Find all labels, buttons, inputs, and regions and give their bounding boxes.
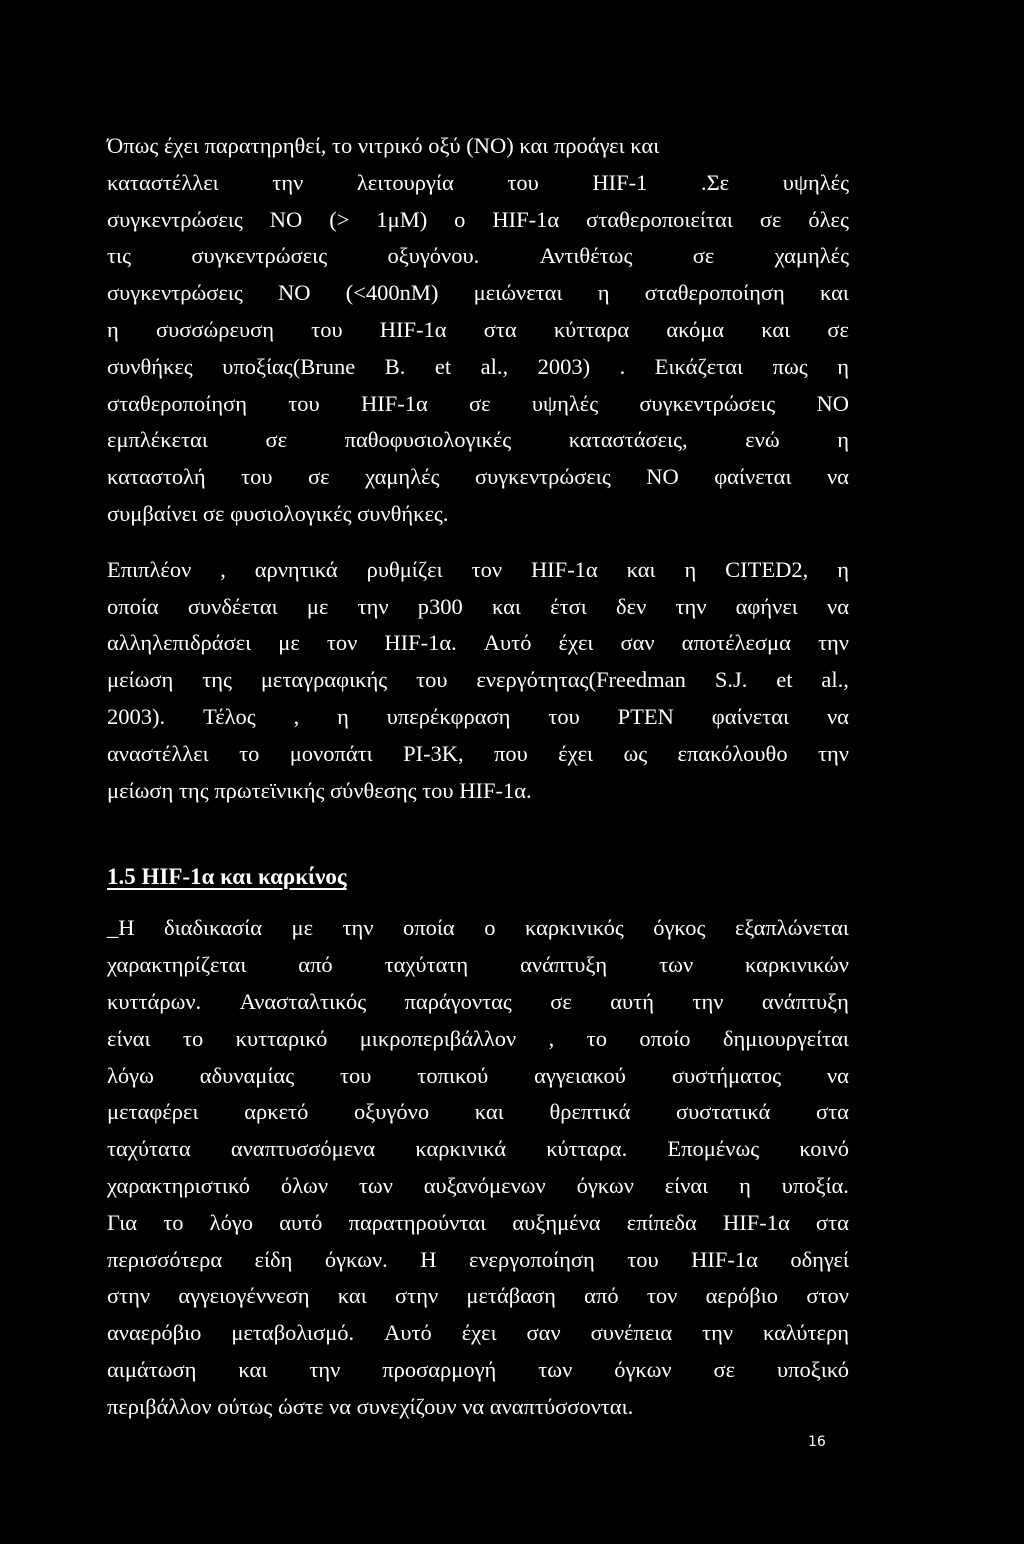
word: κυττάρων. <box>107 988 202 1014</box>
word: Η <box>420 1246 437 1272</box>
word: Επομένως <box>667 1136 760 1162</box>
text-line <box>107 1094 849 1131</box>
word: τον <box>326 630 358 656</box>
word: την <box>357 593 389 619</box>
word: παρατηρούνται <box>348 1209 487 1235</box>
word: CITED2, <box>725 556 809 582</box>
word: δημιουργείται <box>722 1025 849 1051</box>
word: η <box>107 316 119 342</box>
text-line <box>107 947 849 984</box>
word: αδυναμίας <box>199 1062 295 1088</box>
word: Εικάζεται <box>654 353 744 379</box>
text-line <box>107 984 849 1021</box>
word: την <box>272 169 304 195</box>
word: η <box>837 427 849 453</box>
word: υψηλές <box>782 169 849 195</box>
word: του <box>311 316 343 342</box>
word: του <box>627 1246 659 1272</box>
word: ρυθμίζει <box>366 556 443 582</box>
word: αναερόβιο <box>107 1320 202 1346</box>
word: , <box>220 556 226 582</box>
text-line <box>107 625 849 662</box>
word: η <box>739 1172 751 1198</box>
word: ο <box>454 206 466 232</box>
word: το <box>586 1025 607 1051</box>
word: ταχύτατη <box>384 952 469 978</box>
word: όλων <box>280 1172 329 1198</box>
word: κύτταρα. <box>546 1136 628 1162</box>
word: λειτουργία <box>356 169 454 195</box>
word: καταστέλλει <box>107 169 219 195</box>
text-line <box>107 1389 849 1426</box>
word: έχει <box>461 1320 497 1346</box>
word: HIF-1α <box>492 206 560 232</box>
word: B. <box>384 353 406 379</box>
word: Ανασταλτικός <box>239 988 367 1014</box>
word: συγκεντρώσεις <box>474 464 611 490</box>
paragraph-gap <box>107 533 849 552</box>
word: 2003) <box>537 353 591 379</box>
word: αερόβιο <box>705 1283 779 1309</box>
word: όγκων <box>614 1356 672 1382</box>
word: αυτή <box>610 988 654 1014</box>
word: και <box>761 316 791 342</box>
page-number: 16 <box>808 1434 826 1450</box>
word: σε <box>469 390 491 416</box>
text-line <box>107 275 849 312</box>
word: την <box>692 988 724 1014</box>
word: μεταφέρει <box>107 1099 199 1125</box>
word: προσαρμογή <box>382 1356 497 1382</box>
text-line <box>107 773 849 810</box>
word: με <box>278 630 300 656</box>
word: Όπως έχει παρατηρηθεί, το νιτρικό οξύ (ΝΟ) και προάγει και <box>107 133 660 158</box>
word: υποξία. <box>781 1172 849 1198</box>
word: παράγοντας <box>404 988 512 1014</box>
word: την <box>817 740 849 766</box>
word: παθοφυσιολογικές <box>344 427 512 453</box>
word: Αυτό <box>483 630 532 656</box>
word: σε <box>759 206 782 232</box>
word: λόγο <box>209 1209 254 1235</box>
word: με <box>291 915 314 941</box>
word: οποία <box>107 593 159 619</box>
text-line <box>107 1242 849 1279</box>
word: αποτέλεσμα <box>681 630 791 656</box>
paragraph-nitric-oxide <box>107 128 849 533</box>
word: συστατικά <box>676 1099 771 1125</box>
word: αλληλεπιδράσει <box>107 630 252 656</box>
word: ενώ <box>745 427 780 453</box>
word: τον <box>471 556 503 582</box>
word: επίπεδα <box>626 1209 697 1235</box>
word: έτσι <box>550 593 587 619</box>
text-line <box>107 736 849 773</box>
word: εμπλέκεται <box>107 427 208 453</box>
word: υποξίας(Brune <box>222 353 356 379</box>
word: ως <box>623 740 648 766</box>
text-line <box>107 349 849 386</box>
word: του <box>241 464 273 490</box>
word: S.J. <box>714 667 748 693</box>
word: του <box>548 703 580 729</box>
word: της <box>202 667 232 693</box>
word: ΝΟ <box>646 464 679 490</box>
word: το <box>182 1025 204 1051</box>
word: φαίνεται <box>714 464 792 490</box>
word: οδηγεί <box>790 1246 849 1272</box>
word: HIF-1α <box>530 556 598 582</box>
word: ακόμα <box>666 316 725 342</box>
word: του <box>507 169 539 195</box>
word: αγγειακού <box>534 1062 626 1088</box>
word: την <box>309 1356 341 1382</box>
word: μείωση της πρωτεϊνικής σύνθεσης του HIF-1α. <box>107 777 532 803</box>
word: την <box>702 1320 734 1346</box>
word: Αυτό <box>384 1320 432 1346</box>
word: (<400nM) <box>345 280 439 306</box>
word: υψηλές <box>531 390 599 416</box>
word: υποξικό <box>777 1356 849 1382</box>
word: στην <box>395 1283 439 1309</box>
text-line <box>107 1168 849 1205</box>
text-line <box>107 165 849 202</box>
text-line <box>107 1205 849 1242</box>
word: καρκινικών <box>745 952 849 978</box>
word: συνθήκες <box>107 353 193 379</box>
word: καλύτερη <box>762 1320 849 1346</box>
word: , <box>548 1025 555 1051</box>
word: μικροπεριβάλλον <box>359 1025 517 1051</box>
word: τις <box>107 243 132 269</box>
word: είδη <box>254 1246 293 1272</box>
text-line <box>107 312 849 349</box>
word: συνδέεται <box>187 593 278 619</box>
word: αρνητικά <box>254 556 338 582</box>
word: συγκεντρώσεις <box>191 243 328 269</box>
word: αυξημένα <box>512 1209 601 1235</box>
word: και <box>238 1356 268 1382</box>
word: αρκετό <box>244 1099 309 1125</box>
word: al., <box>480 353 509 379</box>
word: HIF-1α <box>722 1209 790 1235</box>
word: PI-3K, <box>403 740 464 766</box>
word: σταθεροποίηση <box>107 390 247 416</box>
word: 1μΜ) <box>376 206 428 232</box>
word: υπερέκφραση <box>386 703 511 729</box>
word: με <box>306 593 329 619</box>
word: σε <box>827 316 849 342</box>
word: αιμάτωση <box>107 1356 197 1382</box>
word: κύτταρα <box>553 316 630 342</box>
word: που <box>494 740 528 766</box>
word: η <box>837 556 849 582</box>
text-line <box>107 422 849 459</box>
word: οποία <box>403 915 455 941</box>
word: ΝΟ <box>269 206 303 232</box>
word: η <box>684 556 697 582</box>
word: συνέπεια <box>590 1320 673 1346</box>
text-line <box>107 238 849 275</box>
word: στα <box>815 1209 849 1235</box>
word: μεταγραφικής <box>260 667 388 693</box>
word: σε <box>550 988 572 1014</box>
paragraph-hif-cancer <box>107 910 849 1425</box>
word: συσσώρευση <box>155 316 274 342</box>
word: _Η <box>107 915 135 941</box>
word: αυτό <box>279 1209 323 1235</box>
word: HIF-1α <box>379 316 447 342</box>
word: Αντιθέτως <box>539 243 633 269</box>
word: εξαπλώνεται <box>734 915 849 941</box>
word: την <box>817 630 849 656</box>
word: του <box>288 390 320 416</box>
word: καταστάσεις, <box>568 427 688 453</box>
word: φαίνεται <box>711 703 790 729</box>
word: HIF-1α. <box>384 630 457 656</box>
word: σταθεροποίηση <box>644 280 785 306</box>
word: μείωση <box>107 667 174 693</box>
word: ενεργότητας(Freedman <box>476 667 686 693</box>
word: αφήνει <box>735 593 798 619</box>
word: μετάβαση <box>466 1283 556 1309</box>
word: των <box>538 1356 573 1382</box>
word: του <box>339 1062 372 1088</box>
word: και <box>819 280 849 306</box>
word: όγκων. <box>324 1246 388 1272</box>
word: των <box>659 952 694 978</box>
word: περισσότερα <box>107 1246 223 1272</box>
word: στα <box>483 316 517 342</box>
word: Για <box>107 1209 138 1235</box>
word: αγγειογέννεση <box>178 1283 310 1309</box>
word: ανάπτυξη <box>761 988 849 1014</box>
word: των <box>358 1172 393 1198</box>
word: είναι <box>107 1025 151 1051</box>
word: . <box>619 353 626 379</box>
text-line <box>107 589 849 626</box>
word: σαν <box>526 1320 561 1346</box>
word: (> <box>329 206 350 232</box>
word: σε <box>265 427 288 453</box>
word: λόγω <box>107 1062 154 1088</box>
word: και <box>474 1099 504 1125</box>
text-line <box>107 1021 849 1058</box>
word: χαρακτηριστικό <box>107 1172 251 1198</box>
text-line <box>107 386 849 423</box>
word: 2003). <box>107 703 166 729</box>
word: το <box>239 740 260 766</box>
word: σταθεροποιείται <box>586 206 733 232</box>
word: από <box>584 1283 619 1309</box>
word: είναι <box>664 1172 709 1198</box>
text-line <box>107 1131 849 1168</box>
word: να <box>827 464 849 490</box>
word: όγκων <box>576 1172 634 1198</box>
text-line <box>107 910 849 947</box>
text-line <box>107 1278 849 1315</box>
word: τον <box>646 1283 678 1309</box>
word: σε <box>713 1356 736 1382</box>
word: αυξανόμενων <box>423 1172 546 1198</box>
word: να <box>827 593 849 619</box>
word: HIF-1α <box>691 1246 758 1272</box>
word: διαδικασία <box>164 915 262 941</box>
word: ο <box>484 915 496 941</box>
word: Επιπλέον <box>107 556 192 582</box>
word: ταχύτατα <box>107 1136 191 1162</box>
word: χαμηλές <box>365 464 440 490</box>
word: συμβαίνει σε φυσιολογικές συνθήκες. <box>107 500 449 526</box>
word: Τέλος <box>203 703 256 729</box>
word: et <box>776 667 793 693</box>
text-line <box>107 459 849 496</box>
word: συγκεντρώσεις <box>639 390 776 416</box>
word: αναστέλλει <box>107 740 209 766</box>
word: μεταβολισμό. <box>231 1320 355 1346</box>
text-line <box>107 202 849 239</box>
word: οποίο <box>639 1025 691 1051</box>
text-line <box>107 128 849 165</box>
text-line <box>107 552 849 589</box>
text-line <box>107 699 849 736</box>
word: η <box>337 703 349 729</box>
word: HIF-1 <box>592 169 648 195</box>
word: έχει <box>558 630 594 656</box>
word: συστήματος <box>671 1062 782 1088</box>
word: του <box>416 667 448 693</box>
word: επακόλουθο <box>677 740 788 766</box>
word: οξυγόνου. <box>387 243 480 269</box>
word: μειώνεται <box>473 280 563 306</box>
text-line <box>107 662 849 699</box>
word: την <box>342 915 374 941</box>
word: η <box>837 353 849 379</box>
text-line <box>107 496 849 533</box>
word: τοπικού <box>417 1062 489 1088</box>
word: et <box>434 353 452 379</box>
word: HIF-1α <box>360 390 428 416</box>
section-heading: 1.5 HIF-1α και καρκίνος <box>107 864 347 890</box>
word: πως <box>772 353 808 379</box>
word: .Σε <box>700 169 730 195</box>
word: και <box>491 593 521 619</box>
word: κυτταρικό <box>235 1025 328 1051</box>
word: στον <box>806 1283 849 1309</box>
word: al., <box>821 667 849 693</box>
word: οξυγόνο <box>354 1099 430 1125</box>
word: PTEN <box>617 703 674 729</box>
word: σε <box>308 464 330 490</box>
word: να <box>826 703 849 729</box>
word: καρκινικός <box>524 915 624 941</box>
word: και <box>337 1283 367 1309</box>
word: από <box>298 952 333 978</box>
text-line <box>107 1058 849 1095</box>
word: καταστολή <box>107 464 206 490</box>
word: μονοπάτι <box>289 740 373 766</box>
word: όγκος <box>653 915 706 941</box>
word: ΝΟ <box>816 390 849 416</box>
word: όλες <box>808 206 849 232</box>
word: σαν <box>620 630 655 656</box>
text-line <box>107 1315 849 1352</box>
word: αναπτυσσόμενα <box>230 1136 376 1162</box>
word: , <box>293 703 300 729</box>
word: την <box>675 593 707 619</box>
word: ενεργοποίηση <box>468 1246 595 1272</box>
word: περιβάλλον ούτως ώστε να συνεχίζουν να αναπτύσσονται. <box>107 1393 634 1419</box>
word: να <box>826 1062 849 1088</box>
word: p300 <box>417 593 463 619</box>
document-page <box>107 128 849 1426</box>
word: ΝΟ <box>278 280 311 306</box>
word: χαμηλές <box>774 243 849 269</box>
word: στα <box>815 1099 849 1125</box>
word: συγκεντρώσεις <box>107 206 243 232</box>
word: το <box>163 1209 184 1235</box>
word: δεν <box>616 593 647 619</box>
word: συγκεντρώσεις <box>107 280 243 306</box>
word: καρκινικά <box>415 1136 507 1162</box>
word: και <box>626 556 656 582</box>
word: θρεπτικά <box>549 1099 631 1125</box>
text-line <box>107 1352 849 1389</box>
word: κοινό <box>799 1136 849 1162</box>
word: ανάπτυξη <box>520 952 608 978</box>
word: χαρακτηρίζεται <box>107 952 247 978</box>
word: σε <box>692 243 715 269</box>
paragraph-cited2-pten <box>107 552 849 810</box>
word: έχει <box>558 740 594 766</box>
word: στην <box>107 1283 151 1309</box>
word: η <box>597 280 610 306</box>
